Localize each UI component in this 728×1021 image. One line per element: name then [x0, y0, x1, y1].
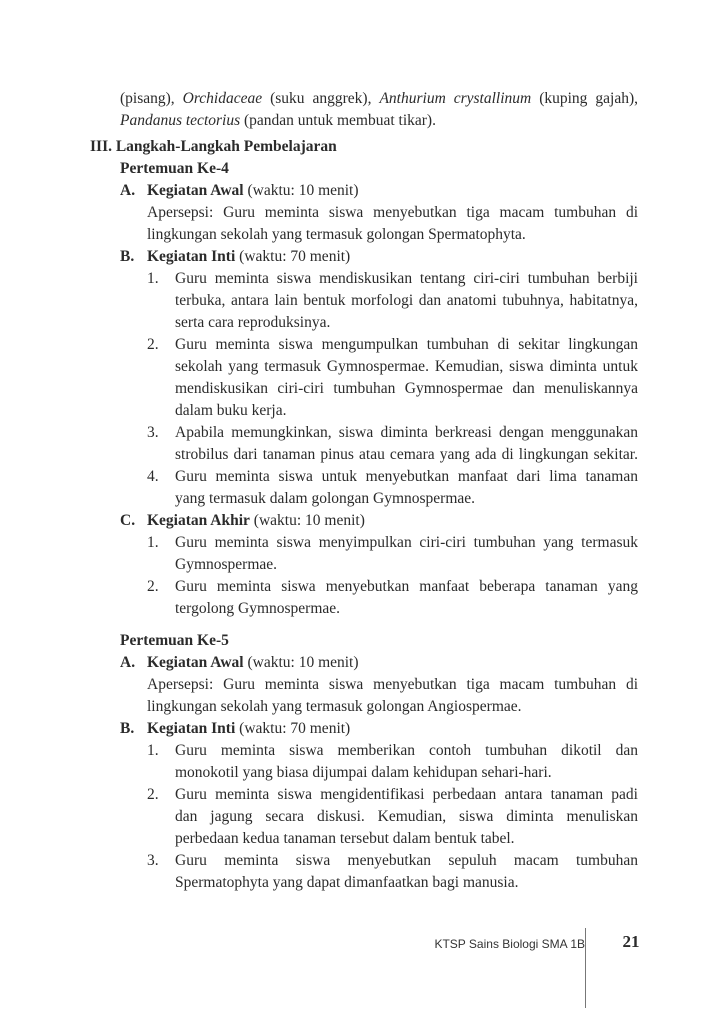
- activity-title: Kegiatan Inti: [147, 248, 236, 265]
- activity-title: Kegiatan Awal: [147, 654, 244, 671]
- m4-b-title: [147, 246, 350, 269]
- text: (pisang),: [120, 90, 183, 107]
- activity-time: (waktu: 10 menit): [249, 512, 365, 529]
- m4-c1-line-1: Guru meminta siswa menyimpulkan ciri-ciri tumbuhan yang termasuk: [175, 534, 638, 551]
- intro-line-2: [120, 110, 436, 133]
- m5-a-line-2: lingkungan sekolah yang termasuk golongan Angiospermae.: [147, 698, 522, 715]
- activity-time: (waktu: 10 menit): [243, 654, 359, 671]
- m5-b1-line-2: monokotil yang biasa dijumpai dalam kehidupan sehari-hari.: [175, 764, 552, 781]
- meeting-title-text: Pertemuan Ke-5: [120, 632, 229, 649]
- m5-a-heading: [120, 652, 135, 675]
- activity-time: (waktu: 10 menit): [243, 182, 359, 199]
- m5-b3-number: 3.: [147, 852, 159, 869]
- m4-c2-line-2: tergolong Gymnospermae.: [175, 600, 341, 617]
- footer-divider: [585, 928, 586, 1008]
- activity-time: (waktu: 70 menit): [235, 248, 351, 265]
- m5-b3-line-1: Guru meminta siswa menyebutkan sepuluh macam tumbuhan: [175, 852, 638, 869]
- item-label: A.: [120, 182, 136, 199]
- m4-a-line-1: Apersepsi: Guru meminta siswa menyebutkan tiga macam tumbuhan di: [147, 204, 638, 221]
- m5-b-heading: [120, 718, 134, 741]
- m5-b2-line-1: Guru meminta siswa mengidentifikasi perbedaan antara tanaman padi: [175, 786, 638, 803]
- m4-c2-number: 2.: [147, 578, 159, 595]
- m5-b3-line-2: Spermatophyta yang dapat dimanfaatkan bagi manusia.: [175, 874, 519, 891]
- m4-b1-line-2: terbuka, antara lain bentuk morfologi dan anatomi tubuhnya, habitatnya,: [175, 292, 638, 309]
- m4-b4-line-2: yang termasuk dalam golongan Gymnospermae.: [175, 490, 476, 507]
- m4-b1-line-1: Guru meminta siswa mendiskusikan tentang ciri-ciri tumbuhan berbiji: [175, 270, 638, 287]
- m4-b2-line-4: dalam buku kerja.: [175, 402, 287, 419]
- m5-b-title: [147, 718, 350, 741]
- m4-a-title: [147, 180, 359, 203]
- m4-b2-line-2: sekolah yang termasuk Gymnospermae. Kemudian, siswa diminta untuk: [175, 358, 638, 375]
- activity-title: Kegiatan Inti: [147, 720, 236, 737]
- m4-c1-number: 1.: [147, 534, 159, 551]
- m4-b3-number: 3.: [147, 424, 159, 441]
- m4-b4-line-1: Guru meminta siswa untuk menyebutkan manfaat dari lima tanaman: [175, 468, 638, 485]
- item-label: B.: [120, 248, 135, 265]
- meeting-title-text: Pertemuan Ke-4: [120, 160, 229, 177]
- footer-book-title: KTSP Sains Biologi SMA 1B: [434, 937, 585, 951]
- meeting-4-title: [120, 158, 229, 181]
- intro-line-1: [120, 88, 638, 111]
- m4-a-heading: [120, 180, 135, 203]
- item-label: C.: [120, 512, 136, 529]
- m4-c-title: [147, 510, 365, 533]
- m4-b2-line-3: mendiskusikan ciri-ciri tumbuhan Gymnospermae dan menuliskannya: [175, 380, 638, 397]
- text: (suku anggrek),: [262, 90, 380, 107]
- m4-b-heading: [120, 246, 134, 269]
- m5-a-title: [147, 652, 359, 675]
- species-name: Orchidaceae: [182, 90, 263, 107]
- m4-a-line-2: lingkungan sekolah yang termasuk golongan Spermatophyta.: [147, 226, 526, 243]
- m4-c1-line-2: Gymnospermae.: [175, 556, 278, 573]
- text: (kuping gajah),: [531, 90, 638, 107]
- m4-b2-line-1: Guru meminta siswa mengumpulkan tumbuhan di sekitar lingkungan: [175, 336, 638, 353]
- species-name: Anthurium crystallinum: [379, 90, 532, 107]
- activity-time: (waktu: 70 menit): [235, 720, 351, 737]
- m5-b2-line-3: perbedaan kedua tanaman tersebut dalam bentuk tabel.: [175, 830, 515, 847]
- species-name: Pandanus tectorius: [120, 112, 241, 129]
- m4-b3-line-2: strobilus dari tanaman pinus atau cemara yang ada di lingkungan sekitar.: [175, 446, 638, 463]
- m4-b4-number: 4.: [147, 468, 159, 485]
- m4-c2-line-1: Guru meminta siswa menyebutkan manfaat beberapa tanaman yang: [175, 578, 638, 595]
- m4-b1-number: 1.: [147, 270, 159, 287]
- m4-b1-line-3: serta cara reproduksinya.: [175, 314, 331, 331]
- meeting-5-title: [120, 630, 229, 653]
- m4-b3-line-1: Apabila memungkinkan, siswa diminta berkreasi dengan menggunakan: [175, 424, 638, 441]
- item-label: A.: [120, 654, 136, 671]
- section-heading: [90, 136, 337, 159]
- section-heading-text: III. Langkah-Langkah Pembelajaran: [90, 138, 337, 155]
- activity-title: Kegiatan Akhir: [147, 512, 250, 529]
- page-number: 21: [622, 932, 640, 951]
- item-label: B.: [120, 720, 135, 737]
- m4-c-heading: [120, 510, 135, 533]
- m4-b2-number: 2.: [147, 336, 159, 353]
- m5-b1-line-1: Guru meminta siswa memberikan contoh tumbuhan dikotil dan: [175, 742, 638, 759]
- text: (pandan untuk membuat tikar).: [240, 112, 436, 129]
- m5-b2-line-2: dan jagung secara diskusi. Kemudian, siswa diminta menuliskan: [175, 808, 638, 825]
- m5-a-line-1: Apersepsi: Guru meminta siswa menyebutkan tiga macam tumbuhan di: [147, 676, 638, 693]
- m5-b1-number: 1.: [147, 742, 159, 759]
- m5-b2-number: 2.: [147, 786, 159, 803]
- activity-title: Kegiatan Awal: [147, 182, 244, 199]
